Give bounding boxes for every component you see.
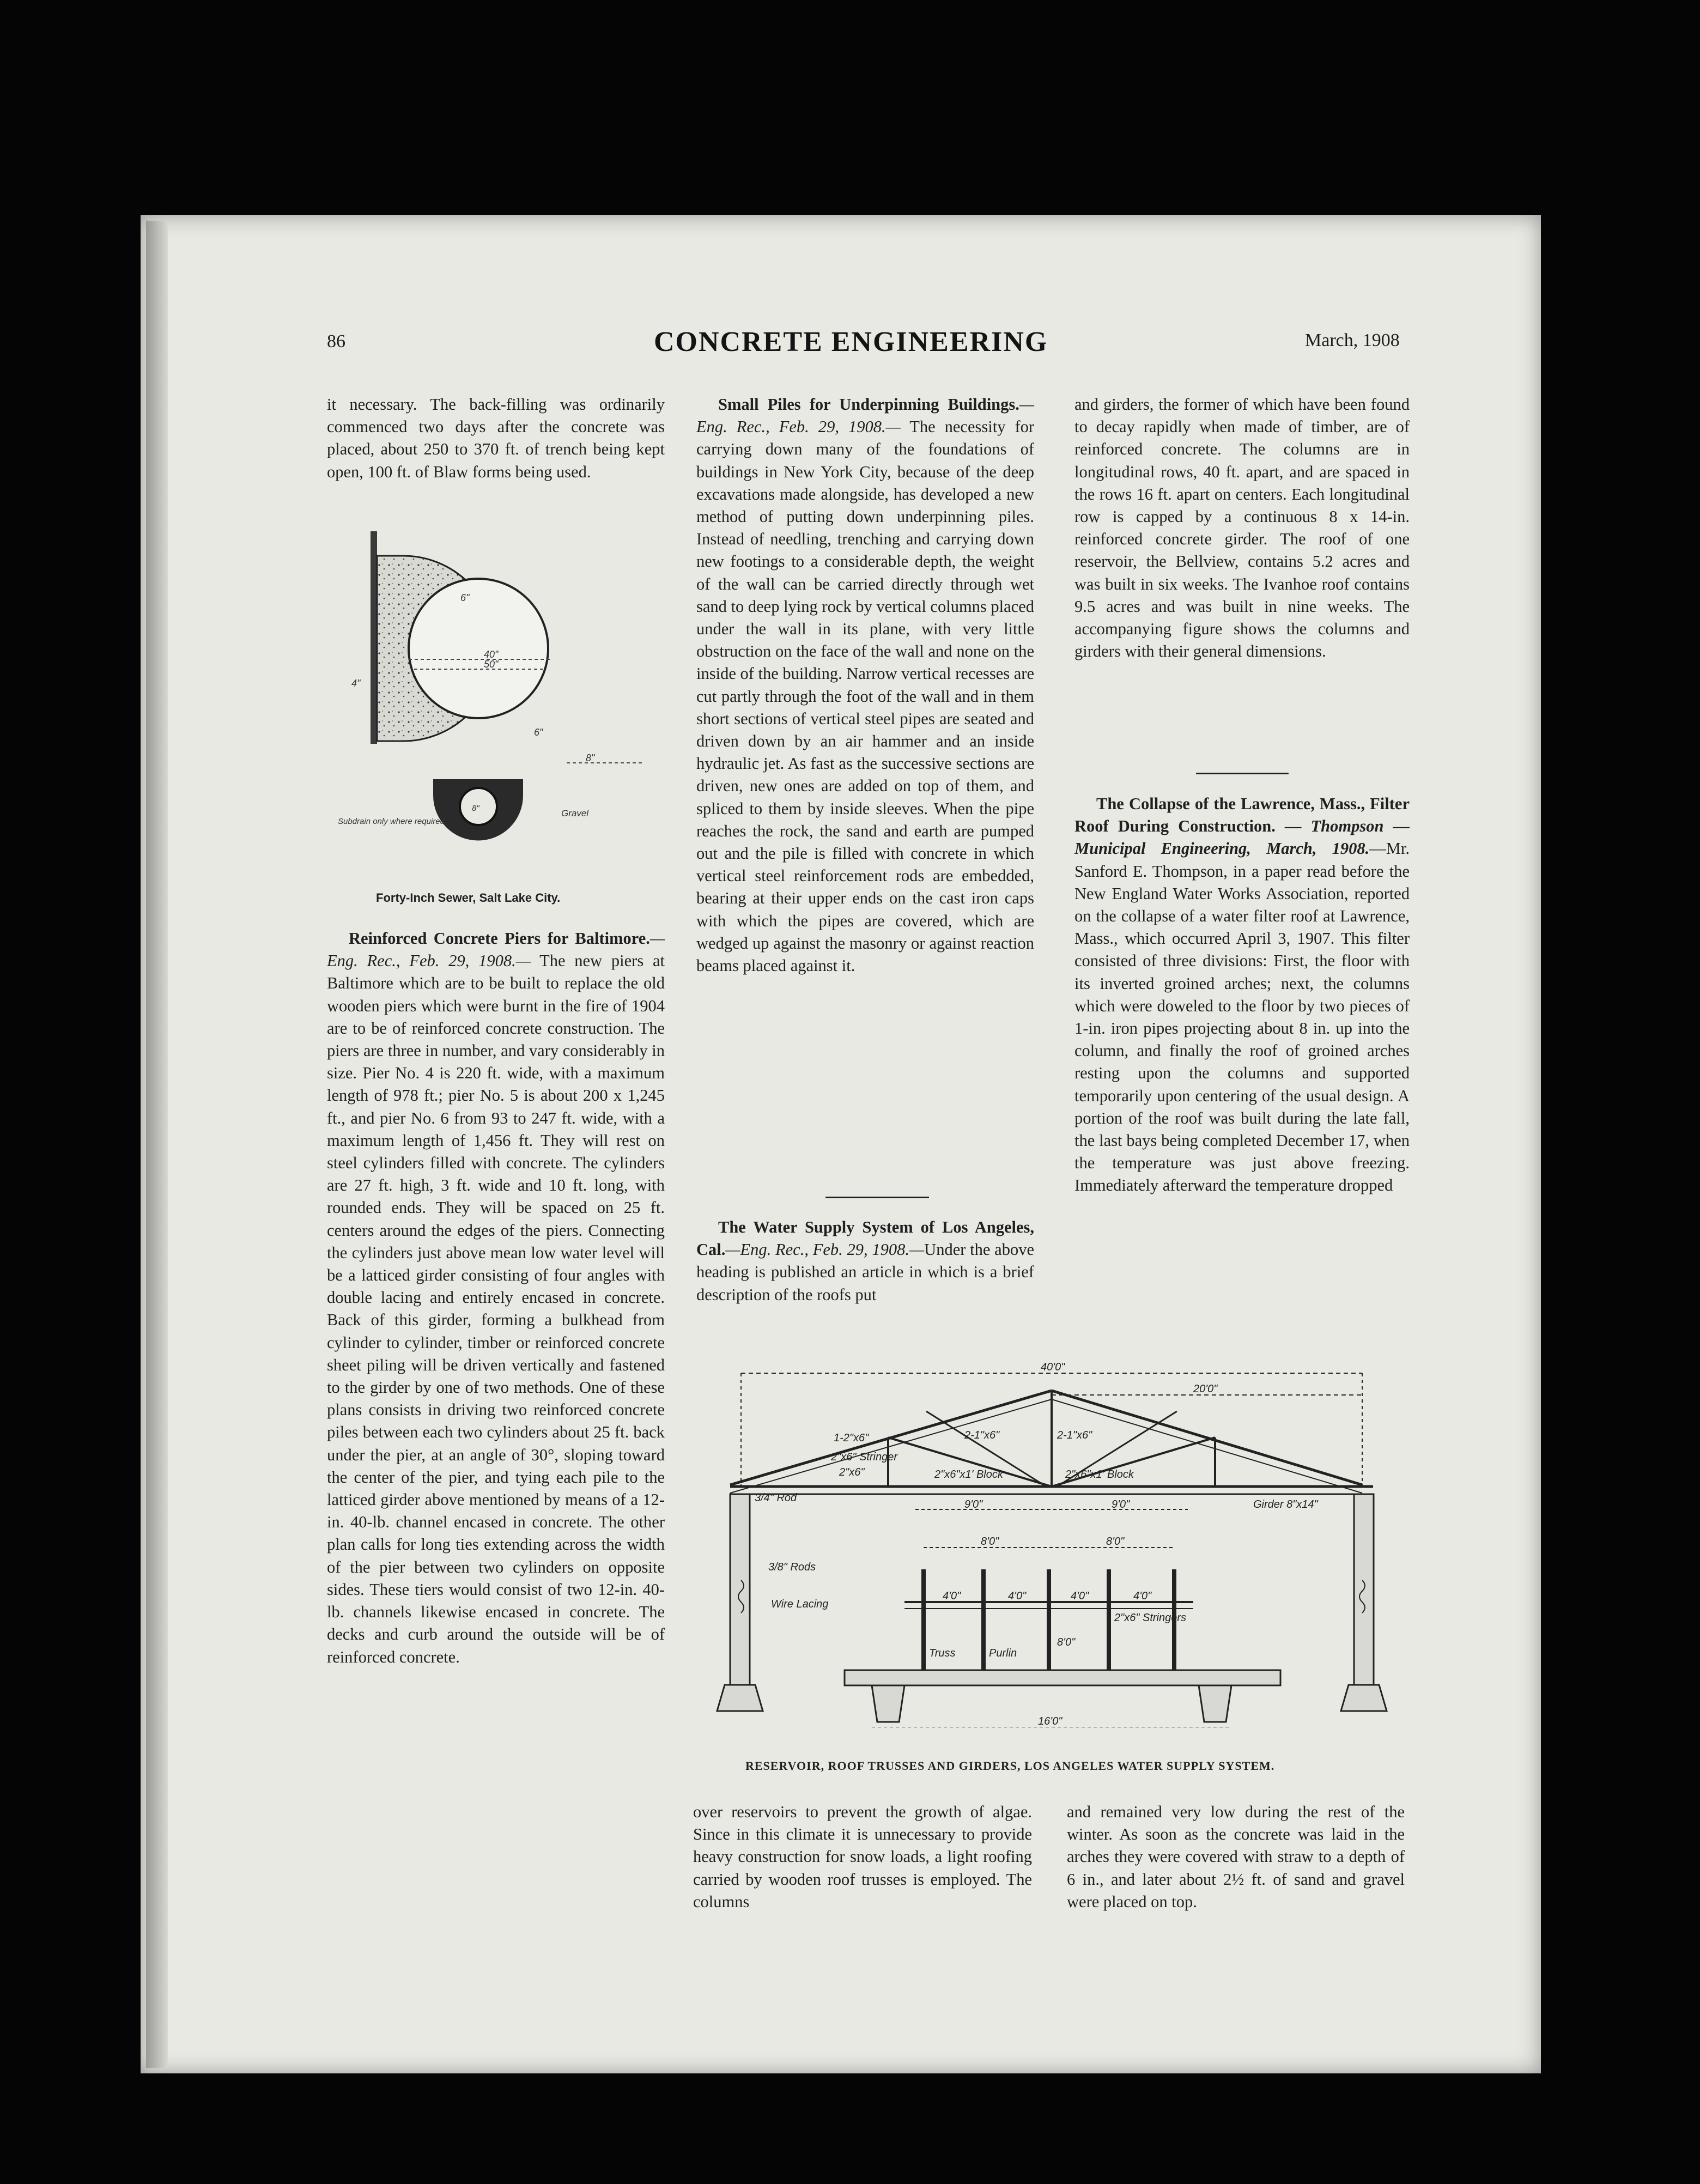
column3 <box>1074 393 1410 663</box>
truss-label-bay2: 9'0" <box>1112 1499 1130 1510</box>
truss-label-web1: 2-1"x6" <box>964 1429 1000 1441</box>
truss-label-base-span: 16'0" <box>1038 1715 1062 1727</box>
piles-article-heading: Small Piles for Underpinning Buildings. <box>718 395 1019 414</box>
page-spine-edge <box>146 221 168 2068</box>
truss-label-stringers2: 2"x6" Stringers <box>1114 1612 1187 1624</box>
roof-truss-figure <box>708 1351 1411 1727</box>
column4-text: over reservoirs to prevent the growth of algae. Since in this climate it is unnecessary to provide heavy construction for snow loads, a light roofing carried by wooden roof trusses is employed. The columns <box>693 1803 1032 1911</box>
sewer-label-40: 40" <box>484 649 499 660</box>
truss-label-span-half: 20'0" <box>1193 1383 1218 1395</box>
issue-date: March, 1908 <box>1305 330 1400 350</box>
column3-divider <box>1196 773 1289 774</box>
truss-label-wire: Wire Lacing <box>771 1598 829 1610</box>
column2-second-article <box>696 1216 1034 1306</box>
column3-article <box>1074 793 1410 1197</box>
truss-label-spacing2: 8'0" <box>1106 1536 1125 1548</box>
sewer-label-lower: 6" <box>534 727 543 738</box>
piles-article-source: —Eng. Rec., Feb. 29, 1908.— <box>696 395 1034 436</box>
truss-label-span-total: 40'0" <box>1041 1361 1065 1373</box>
lawrence-article-dash: — <box>1275 817 1311 836</box>
column1-article <box>327 927 665 1669</box>
truss-label-sub4: 4'0" <box>1133 1590 1152 1602</box>
water-supply-article-body: Under the above heading is published an article in which is a brief description of the roofs put <box>696 1240 1034 1304</box>
truss-label-rod: 3/4" Rod <box>755 1492 797 1504</box>
water-supply-article-source: —Eng. Rec., Feb. 29, 1908.— <box>725 1240 925 1259</box>
truss-label-block2: 2"x6"x1' Block <box>1065 1469 1134 1481</box>
truss-label-rods: 3/8" Rods <box>768 1561 816 1573</box>
lawrence-article-source: Thompson — Municipal Engineering, March, 1908. <box>1074 817 1410 858</box>
truss-label-spacing1: 8'0" <box>981 1536 999 1548</box>
sewer-label-top: 6" <box>460 592 470 603</box>
truss-label-tie: 2"x6" <box>839 1466 865 1478</box>
page-number: 86 <box>327 331 345 351</box>
baltimore-article-body: The new piers at Baltimore which are to be built to replace the old wooden piers which were burnt in the fire of 1904 are to be of reinforced concrete construction. The piers are three in number, and vary considerably in size. Pier No. 4 is 220 ft. wide, with a maximum length of 978 ft.; pier No. 5 is about 200 x 1,245 ft., and pier No. 6 from 93 to 247 ft. wide, with a maximum length of 1,456 ft. They will rest on steel cylinders filled with concrete. The cylinders are 27 ft. high, 3 ft. wide and 10 ft. long, with rounded ends. They will be spaced on 25 ft. centers around the edges of the piers. Connecting the cylinders just above mean low water level will be a latticed girder consisting of four angles with double lacing and entirely encased in concrete. Back of this girder, forming a bulkhead from cylinder to cylinder, timber or reinforced concrete sheet piling will be driven vertically and fastened to the girder by one of two methods. One of these plans consists in driving two reinforced concrete piles between each two cylinders about 25 ft. back under the pier, at an angle of 30°, sloping toward the center of the pier, and tying each pile to the latticed girder above mentioned by means of a 12-in. 40-lb. channel encased in concrete. The other plan calls for long ties extending across the width of the pier between two cylinders on opposite sides. These tiers would consist of two 12-in. 40-lb. channels likewise encased in concrete. The decks and curb around the outside will be of reinforced concrete. <box>327 951 665 1666</box>
truss-label-bay1: 9'0" <box>964 1499 983 1510</box>
column5 <box>1067 1801 1405 1913</box>
baltimore-article-heading: Reinforced Concrete Piers for Baltimore. <box>349 929 650 948</box>
column4 <box>693 1801 1032 1913</box>
truss-figure-caption: RESERVOIR, ROOF TRUSSES AND GIRDERS, LOS ANGELES WATER SUPPLY SYSTEM. <box>745 1759 1275 1773</box>
sewer-figure-caption: Forty-Inch Sewer, Salt Lake City. <box>376 891 561 905</box>
truss-label-rafter: 1-2"x6" <box>834 1432 869 1444</box>
column2 <box>696 393 1034 977</box>
truss-label-truss: Truss <box>929 1647 956 1659</box>
column1-intro-text: it necessary. The back-filling was ordinarily commenced two days after the concrete was placed, about 250 to 370 ft. of trench being kept open, 100 ft. of Blaw forms being used. <box>327 395 665 481</box>
column1-intro <box>327 393 665 483</box>
truss-label-girder: Girder 8"x14" <box>1253 1499 1318 1510</box>
sewer-label-side: 4" <box>351 678 361 689</box>
column5-text: and remained very low during the rest of the winter. As soon as the concrete was laid in the arches they were covered with straw to a depth of 6 in., and later about 2½ ft. of sand and gravel were placed on top. <box>1067 1803 1405 1911</box>
baltimore-article-source: —Eng. Rec., Feb. 29, 1908.— <box>327 929 665 970</box>
column3-continuation: and girders, the former of which have been found to decay rapidly when made of timber, are of reinforced concrete. The columns are in longitudinal rows, 40 ft. apart, and are spaced in the rows 16 ft. apart on centers. Each longitudinal row is capped by a continuous 8 x 14-in. reinforced concrete girder. The roof of one reservoir, the Bellview, contains 5.2 acres and was built in six weeks. The Ivanhoe roof contains 9.5 acres and was built in nine weeks. The accompanying figure shows the columns and girders with their general dimensions. <box>1074 395 1410 661</box>
column2-divider <box>825 1197 929 1198</box>
lawrence-article-body: —Mr. Sanford E. Thompson, in a paper read before the New England Water Works Association, reported on the collapse of a water filter roof at Lawrence, Mass., which occurred April 3, 1907. This filter consisted of three divisions: First, the floor with its inverted groined arches; next, the columns which were doweled to the floor by two pieces of 1-in. iron pipes projecting about 8 in. up into the column, and finally the roof of groined arches resting upon the columns and supported temporarily upon centering of the usual design. A portion of the roof was built during the late fall, the last bays being completed December 17, when the temperature was just above freezing. Immediately afterward the temperature dropped <box>1074 839 1410 1195</box>
truss-label-sub1: 4'0" <box>943 1590 961 1602</box>
truss-label-purlin: Purlin <box>989 1647 1017 1659</box>
truss-label-sub2: 4'0" <box>1008 1590 1027 1602</box>
truss-label-sub3: 4'0" <box>1071 1590 1089 1602</box>
sewer-cross-section-figure <box>338 523 654 877</box>
truss-label-stringer: 2"x6" Stringer <box>831 1451 898 1463</box>
sewer-label-pipe: 8" <box>472 804 479 813</box>
water-supply-article-heading: The Water Supply System of Los Angeles, Cal. <box>696 1218 1034 1259</box>
journal-title: CONCRETE ENGINEERING <box>654 326 1048 357</box>
truss-label-block1: 2"x6"x1' Block <box>934 1469 1003 1481</box>
sewer-label-right: 8" <box>586 753 595 763</box>
truss-label-web2: 2-1"x6" <box>1057 1429 1092 1441</box>
sewer-label-50: 50" <box>484 659 499 670</box>
lawrence-article-heading: The Collapse of the Lawrence, Mass., Filter Roof During Construction. <box>1074 794 1410 836</box>
piles-article-body: The necessity for carrying down many of the foundations of buildings in New York City, because of the deep excavations made alongside, has developed a new method of putting down underpinning piles. Instead of needling, trenching and carrying down new footings to a considerable depth, the weight of the wall can be carried directly through wet sand to deep lying rock by vertical columns placed under the wall in its plane, with very little obstruction on the face of the wall and none on the inside of the building. Narrow vertical recesses are cut partly through the foot of the wall and in them short sections of vertical steel pipes are seated and driven down by an air hammer and an inside hydraulic jet. As fast as the successive sections are driven, new ones are added on top of them, and spliced to them by inside sleeves. When the pipe reaches the rock, the sand and earth are pumped out and the pile is filled with concrete in which vertical steel reinforcement rods are embedded, bearing at their upper ends on the cast iron caps with which the pipes are covered, which are wedged up against the masonry or against reaction beams placed against it. <box>696 417 1035 975</box>
sewer-label-subdrain: Subdrain only where required <box>338 817 445 826</box>
truss-label-height: 8'0" <box>1057 1636 1076 1648</box>
sewer-label-gravel: Gravel <box>561 808 589 818</box>
